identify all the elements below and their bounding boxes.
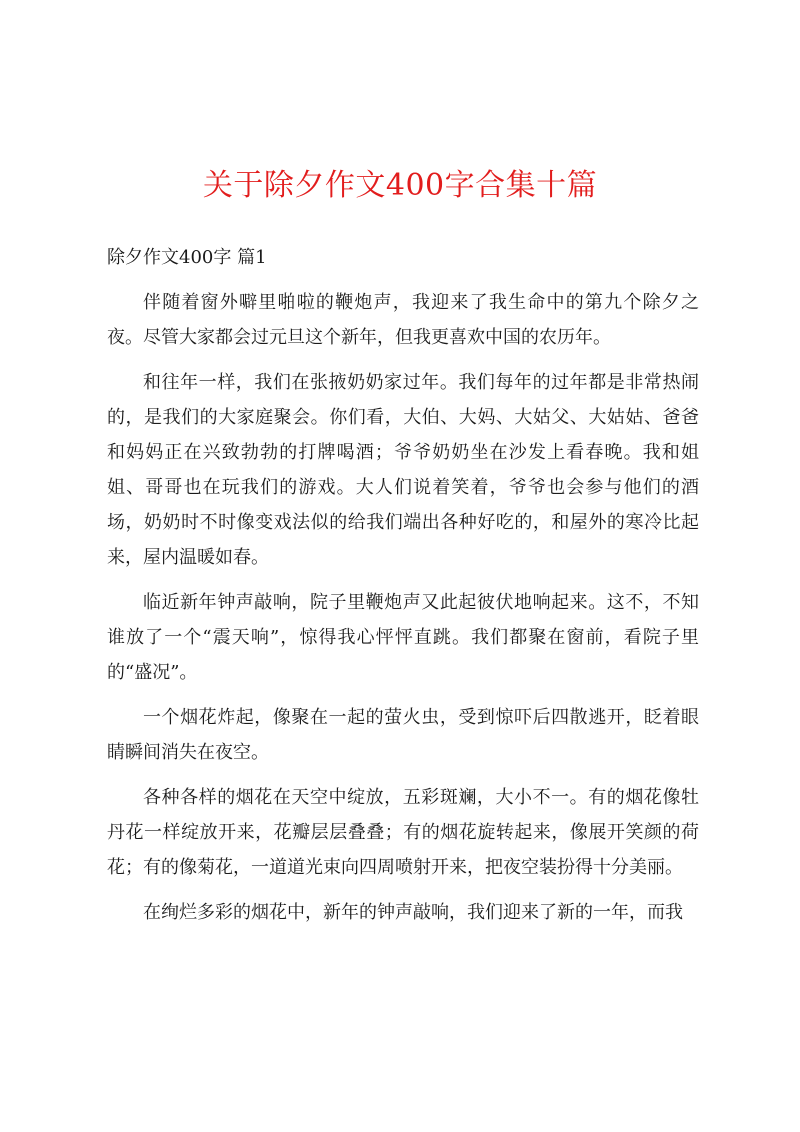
paragraph-4: 一个烟花炸起，像聚在一起的萤火虫，受到惊吓后四散逃开，眨着眼睛瞬间消失在夜空。 (107, 707, 699, 763)
paragraph-1: 伴随着窗外噼里啪啦的鞭炮声，我迎来了我生命中的第九个除夕之夜。尽管大家都会过元旦这个新年，但我更喜欢中国的农历年。 (107, 292, 699, 348)
document-body (107, 240, 699, 940)
paragraph-3: 临近新年钟声敲响，院子里鞭炮声又此起彼伏地响起来。这不，不知谁放了一个“震天响”，惊得我心怦怦直跳。我们都聚在窗前，看院子里的“盛况”。 (107, 592, 699, 683)
paragraph-6: 在绚烂多彩的烟花中，新年的钟声敲响，我们迎来了新的一年，而我 (143, 902, 683, 923)
paragraph-5: 各种各样的烟花在天空中绽放，五彩斑斓，大小不一。有的烟花像牡丹花一样绽放开来，花瓣层层叠叠；有的烟花旋转起来，像展开笑颜的荷花；有的像菊花，一道道光束向四周喷射开来，把夜空装扮得十分美丽。 (107, 787, 699, 878)
document-title: 关于除夕作文400字合集十篇 (202, 168, 598, 203)
section-heading: 除夕作文400字 篇1 (107, 247, 267, 268)
paragraph-2: 和往年一样，我们在张掖奶奶家过年。我们每年的过年都是非常热闹的，是我们的大家庭聚会。你们看，大伯、大妈、大姑父、大姑姑、爸爸和妈妈正在兴致勃勃的打牌喝酒；爷爷奶奶坐在沙发上看春晚。我和姐姐、哥哥也在玩我们的游戏。大人们说着笑着，爷爷也会参与他们的酒场，奶奶时不时像变戏法似的给我们端出各种好吃的，和屋外的寒冷比起来，屋内温暖如春。 (107, 372, 699, 568)
